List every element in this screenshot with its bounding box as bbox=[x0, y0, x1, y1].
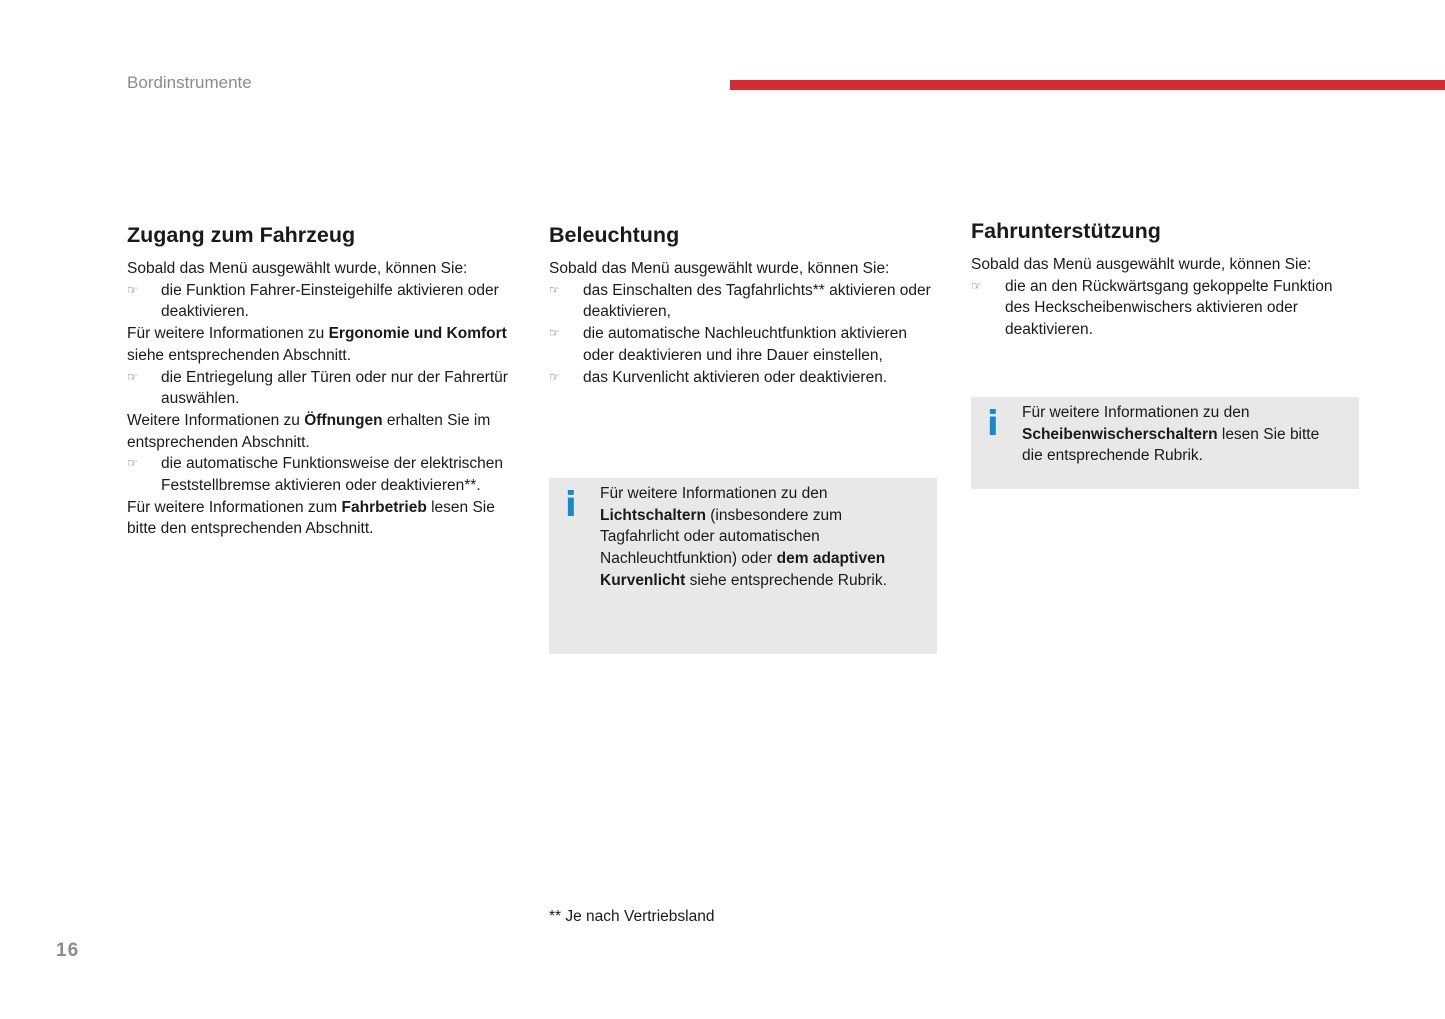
list bbox=[127, 367, 517, 410]
pointing-hand-icon: ☞ bbox=[549, 369, 560, 384]
pointing-hand-icon: ☞ bbox=[971, 278, 982, 293]
info-text: Für weitere Informationen zu den Lichtschaltern (insbesondere zum Tagfahrlicht oder automatischen Nachleuchtfunktion) oder dem adaptiven Kurvenlicht siehe entsprechende Rubrik. bbox=[600, 485, 887, 589]
section-label: Bordinstrumente bbox=[127, 73, 252, 92]
list bbox=[971, 276, 1361, 341]
list-item: ☞ die Funktion Fahrer-Einsteigehilfe aktivieren oder deaktivieren. bbox=[127, 281, 499, 321]
pointing-hand-icon: ☞ bbox=[127, 282, 138, 297]
pointing-hand-icon: ☞ bbox=[549, 282, 560, 297]
list-item: ☞ die automatische Nachleuchtfunktion aktivieren oder deaktivieren und ihre Dauer einstellen, bbox=[549, 325, 907, 364]
intro-text: Sobald das Menü ausgewählt wurde, können Sie: bbox=[127, 260, 468, 277]
info-text: Für weitere Informationen zu den Scheibenwischerschaltern lesen Sie bitte die entsprechende Rubrik. bbox=[1022, 404, 1320, 465]
info-icon: i bbox=[987, 404, 999, 444]
page-number: 16 bbox=[56, 940, 80, 961]
list-item: ☞ die Entriegelung aller Türen oder nur der Fahrertür auswählen. bbox=[127, 368, 508, 408]
list-item: ☞ das Einschalten des Tagfahrlichts** aktivieren oder deaktivieren, bbox=[549, 281, 931, 321]
column-lighting bbox=[549, 222, 939, 388]
intro-text: Sobald das Menü ausgewählt wurde, können Sie: bbox=[549, 260, 890, 277]
list-item: ☞ das Kurvenlicht aktivieren oder deaktivieren. bbox=[549, 367, 939, 389]
pointing-hand-icon: ☞ bbox=[127, 456, 138, 471]
pointing-hand-icon: ☞ bbox=[127, 369, 138, 384]
pointing-hand-icon: ☞ bbox=[549, 326, 560, 341]
intro-text: Sobald das Menü ausgewählt wurde, können Sie: bbox=[971, 256, 1312, 273]
note-driving: Für weitere Informationen zum Fahrbetrieb lesen Sie bitte den entsprechenden Abschnitt. bbox=[127, 498, 495, 538]
info-box-lighting bbox=[549, 478, 937, 654]
heading-lighting: Beleuchtung bbox=[549, 223, 680, 247]
list bbox=[127, 453, 517, 496]
list-item: ☞ die an den Rückwärtsgang gekoppelte Funktion des Heckscheibenwischers aktivieren oder deaktivieren. bbox=[971, 277, 1333, 339]
footnote: ** Je nach Vertriebsland bbox=[549, 908, 715, 925]
column-driving-assistance bbox=[971, 218, 1361, 341]
list-item: ☞ die automatische Funktionsweise der elektrischen Feststellbremse aktivieren oder deaktivieren**. bbox=[127, 455, 504, 495]
heading-driving-assistance: Fahrunterstützung bbox=[971, 219, 1161, 243]
list bbox=[127, 280, 517, 323]
info-icon: i bbox=[565, 485, 577, 525]
column-vehicle-access bbox=[127, 222, 517, 540]
list bbox=[549, 280, 939, 389]
info-box-wipers bbox=[971, 397, 1359, 489]
header-accent-bar bbox=[730, 80, 1445, 90]
note-ergonomics: Für weitere Informationen zu Ergonomie und Komfort siehe entsprechenden Abschnitt. bbox=[127, 325, 507, 364]
note-openings: Weitere Informationen zu Öffnungen erhalten Sie im entsprechenden Abschnitt. bbox=[127, 411, 491, 451]
heading-vehicle-access: Zugang zum Fahrzeug bbox=[127, 223, 356, 247]
